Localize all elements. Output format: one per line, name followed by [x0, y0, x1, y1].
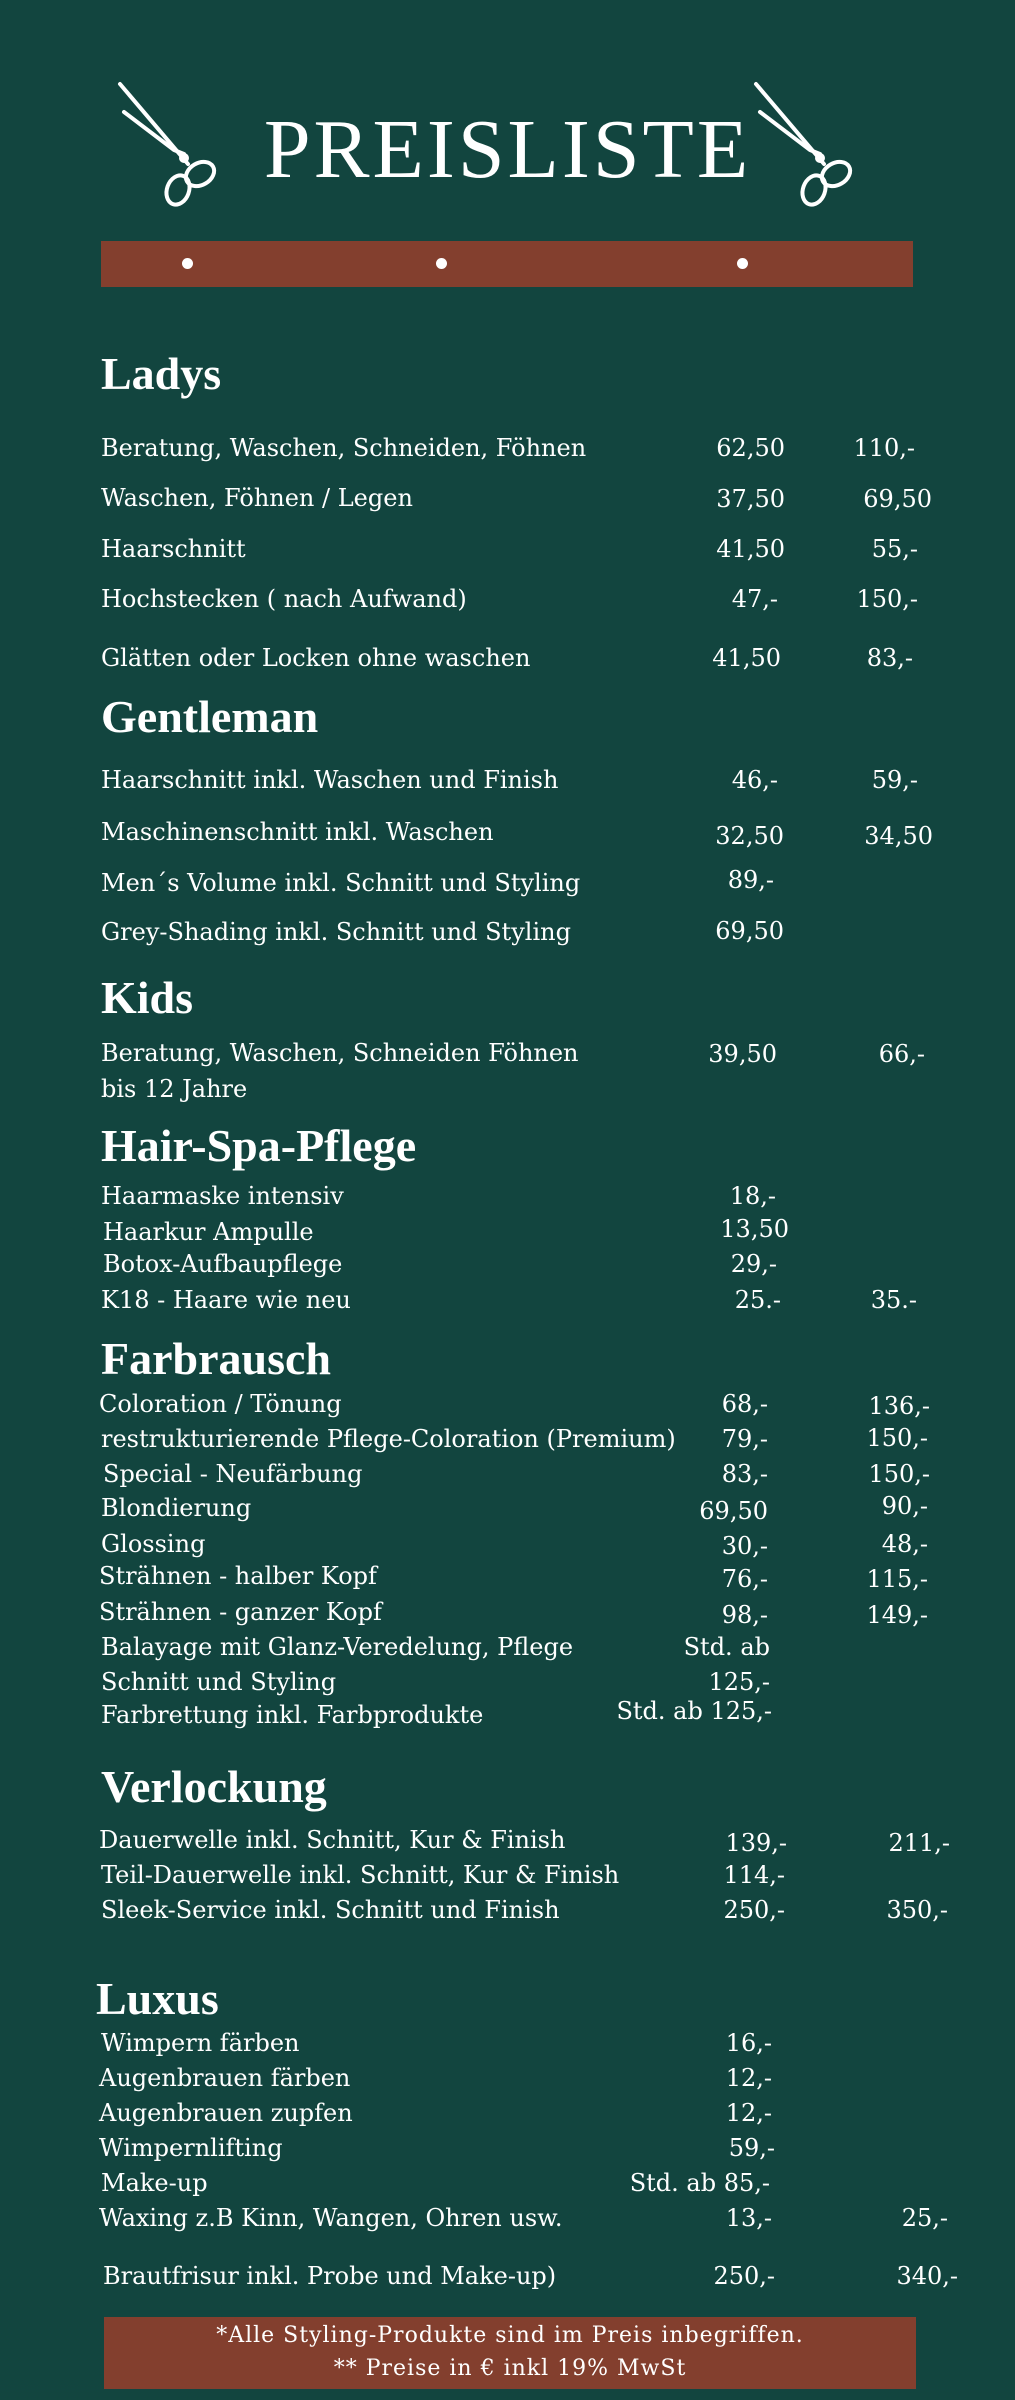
menu-item-price: 68,- [721, 1390, 768, 1418]
menu-item-label: Strähnen - ganzer Kopf [99, 1598, 382, 1626]
menu-item-price: 32,50 [715, 822, 784, 850]
menu-item-price: 16,- [725, 2029, 772, 2057]
menu-item-label: Grey-Shading inkl. Schnitt und Styling [101, 918, 571, 946]
menu-item-label: Haarkur Ampulle [103, 1218, 314, 1246]
menu-item-label: Schnitt und Styling [101, 1668, 337, 1696]
menu-item-price: 47,- [731, 585, 778, 613]
menu-item-price-2: 59,- [871, 766, 918, 794]
menu-item-label: Botox-Aufbaupflege [103, 1250, 343, 1278]
menu-item-price: 41,50 [712, 644, 781, 672]
menu-item-label: Haarschnitt inkl. Waschen und Finish [101, 766, 559, 794]
menu-item-label: Special - Neufärbung [103, 1460, 363, 1488]
menu-item-price: 12,- [725, 2064, 772, 2092]
banner-dot [182, 258, 193, 269]
menu-item-price-2: 69,50 [863, 485, 932, 513]
menu-item-label: Haarschnitt [101, 535, 246, 563]
menu-item-price-2: 150,- [866, 1424, 928, 1452]
menu-item-label: Men´s Volume inkl. Schnitt und Styling [101, 869, 581, 897]
menu-item-label: Balayage mit Glanz-Veredelung, Pflege [101, 1633, 574, 1661]
menu-item-price: Std. ab [683, 1633, 770, 1661]
menu-item-label: bis 12 Jahre [101, 1075, 248, 1103]
menu-item-price: 13,- [725, 2204, 772, 2232]
menu-item-price: 139,- [725, 1829, 787, 1857]
menu-item-price: 13,50 [720, 1215, 789, 1243]
menu-item-label: Brautfrisur inkl. Probe und Make-up) [103, 2262, 557, 2290]
page-title: PREISLISTE [263, 103, 752, 196]
menu-item-price: Std. ab 85,- [629, 2169, 770, 2197]
section-title-hair-spa: Hair-Spa-Pflege [101, 1120, 417, 1171]
menu-item-price-2: 83,- [866, 644, 913, 672]
section-title-gentleman: Gentleman [101, 691, 319, 742]
menu-item-label: Glätten oder Locken ohne waschen [101, 644, 531, 672]
menu-item-price: 18,- [729, 1182, 776, 1210]
menu-item-price: 83,- [721, 1460, 768, 1488]
menu-item-price: 114,- [723, 1861, 785, 1889]
menu-item-price: 89,- [727, 866, 774, 894]
menu-item-price-2: 350,- [886, 1896, 948, 1924]
menu-item-price: 59,- [728, 2134, 775, 2162]
banner-dot [436, 258, 447, 269]
menu-item-label: Dauerwelle inkl. Schnitt, Kur & Finish [99, 1826, 566, 1854]
menu-item-price-2: 110,- [853, 434, 915, 462]
menu-item-price-2: 149,- [866, 1601, 928, 1629]
menu-item-label: Make-up [101, 2169, 208, 2197]
menu-item-price-2: 90,- [881, 1492, 928, 1520]
menu-item-label: Strähnen - halber Kopf [99, 1562, 377, 1590]
menu-item-price-2: 211,- [888, 1829, 950, 1857]
menu-item-price-2: 340,- [896, 2262, 958, 2290]
menu-item-label: Farbrettung inkl. Farbprodukte [101, 1701, 484, 1729]
menu-item-price: 25.- [734, 1286, 781, 1314]
menu-item-label: Wimpern färben [101, 2029, 300, 2057]
menu-item-price: 76,- [721, 1565, 768, 1593]
footer-line-1: *Alle Styling-Produkte sind im Preis inbegriffen. [216, 2323, 804, 2348]
menu-item-price-2: 66,- [878, 1040, 925, 1068]
menu-item-price: 125,- [708, 1668, 770, 1696]
menu-item-label: Hochstecken ( nach Aufwand) [101, 585, 467, 613]
menu-item-price-2: 48,- [881, 1530, 928, 1558]
menu-item-label: Coloration / Tönung [99, 1390, 342, 1418]
header-banner [101, 241, 913, 287]
menu-item-price-2: 25,- [901, 2204, 948, 2232]
menu-item-price: 98,- [721, 1601, 768, 1629]
menu-item-price: 69,50 [699, 1497, 768, 1525]
menu-item-label: Teil-Dauerwelle inkl. Schnitt, Kur & Finish [101, 1861, 620, 1889]
menu-item-label: Augenbrauen zupfen [99, 2099, 353, 2127]
menu-item-price-2: 34,50 [864, 822, 933, 850]
menu-item-price-2: 136,- [868, 1392, 930, 1420]
section-title-ladys: Ladys [101, 348, 222, 399]
menu-item-price: 41,50 [716, 535, 785, 563]
menu-item-price: 30,- [721, 1532, 768, 1560]
banner-dot [737, 258, 748, 269]
menu-item-label: Beratung, Waschen, Schneiden, Föhnen [101, 434, 587, 462]
menu-item-label: Sleek-Service inkl. Schnitt und Finish [101, 1896, 560, 1924]
menu-item-label: Waschen, Föhnen / Legen [101, 484, 413, 512]
section-title-kids: Kids [101, 972, 194, 1023]
menu-item-label: Maschinenschnitt inkl. Waschen [101, 818, 494, 846]
menu-item-label: Haarmaske intensiv [101, 1182, 344, 1210]
menu-item-price: 12,- [725, 2099, 772, 2127]
scissors-icon [750, 78, 880, 208]
menu-item-label: restrukturierende Pflege-Coloration (Premium) [101, 1425, 676, 1453]
menu-item-price-2: 115,- [866, 1565, 928, 1593]
menu-item-price: 29,- [730, 1250, 777, 1278]
menu-item-price: 62,50 [716, 434, 785, 462]
menu-item-price: 46,- [731, 766, 778, 794]
section-title-verlockung: Verlockung [101, 1761, 327, 1812]
menu-item-price-2: 55,- [871, 535, 918, 563]
menu-item-label: Glossing [101, 1530, 206, 1558]
menu-item-price: 37,50 [716, 485, 785, 513]
menu-item-price: 39,50 [708, 1040, 777, 1068]
section-title-farbrausch: Farbrausch [101, 1333, 331, 1384]
menu-item-price: 79,- [721, 1425, 768, 1453]
menu-item-price: 250,- [723, 1896, 785, 1924]
menu-item-label: Augenbrauen färben [99, 2064, 351, 2092]
menu-item-price-2: 150,- [856, 585, 918, 613]
menu-item-label: Waxing z.B Kinn, Wangen, Ohren usw. [99, 2204, 563, 2232]
footer-line-2: ** Preise in € inkl 19% MwSt [333, 2356, 687, 2381]
footer-note [104, 2317, 916, 2389]
menu-item-price-2: 150,- [868, 1460, 930, 1488]
menu-item-price: 250,- [713, 2262, 775, 2290]
menu-item-price: Std. ab 125,- [616, 1697, 772, 1725]
menu-item-label: Beratung, Waschen, Schneiden Föhnen [101, 1039, 579, 1067]
menu-item-label: Wimpernlifting [99, 2134, 283, 2162]
menu-item-label: K18 - Haare wie neu [101, 1286, 351, 1314]
section-title-luxus: Luxus [96, 1973, 219, 2024]
menu-item-price: 69,50 [715, 917, 784, 945]
menu-item-price-2: 35.- [870, 1286, 917, 1314]
menu-item-label: Blondierung [101, 1494, 252, 1522]
